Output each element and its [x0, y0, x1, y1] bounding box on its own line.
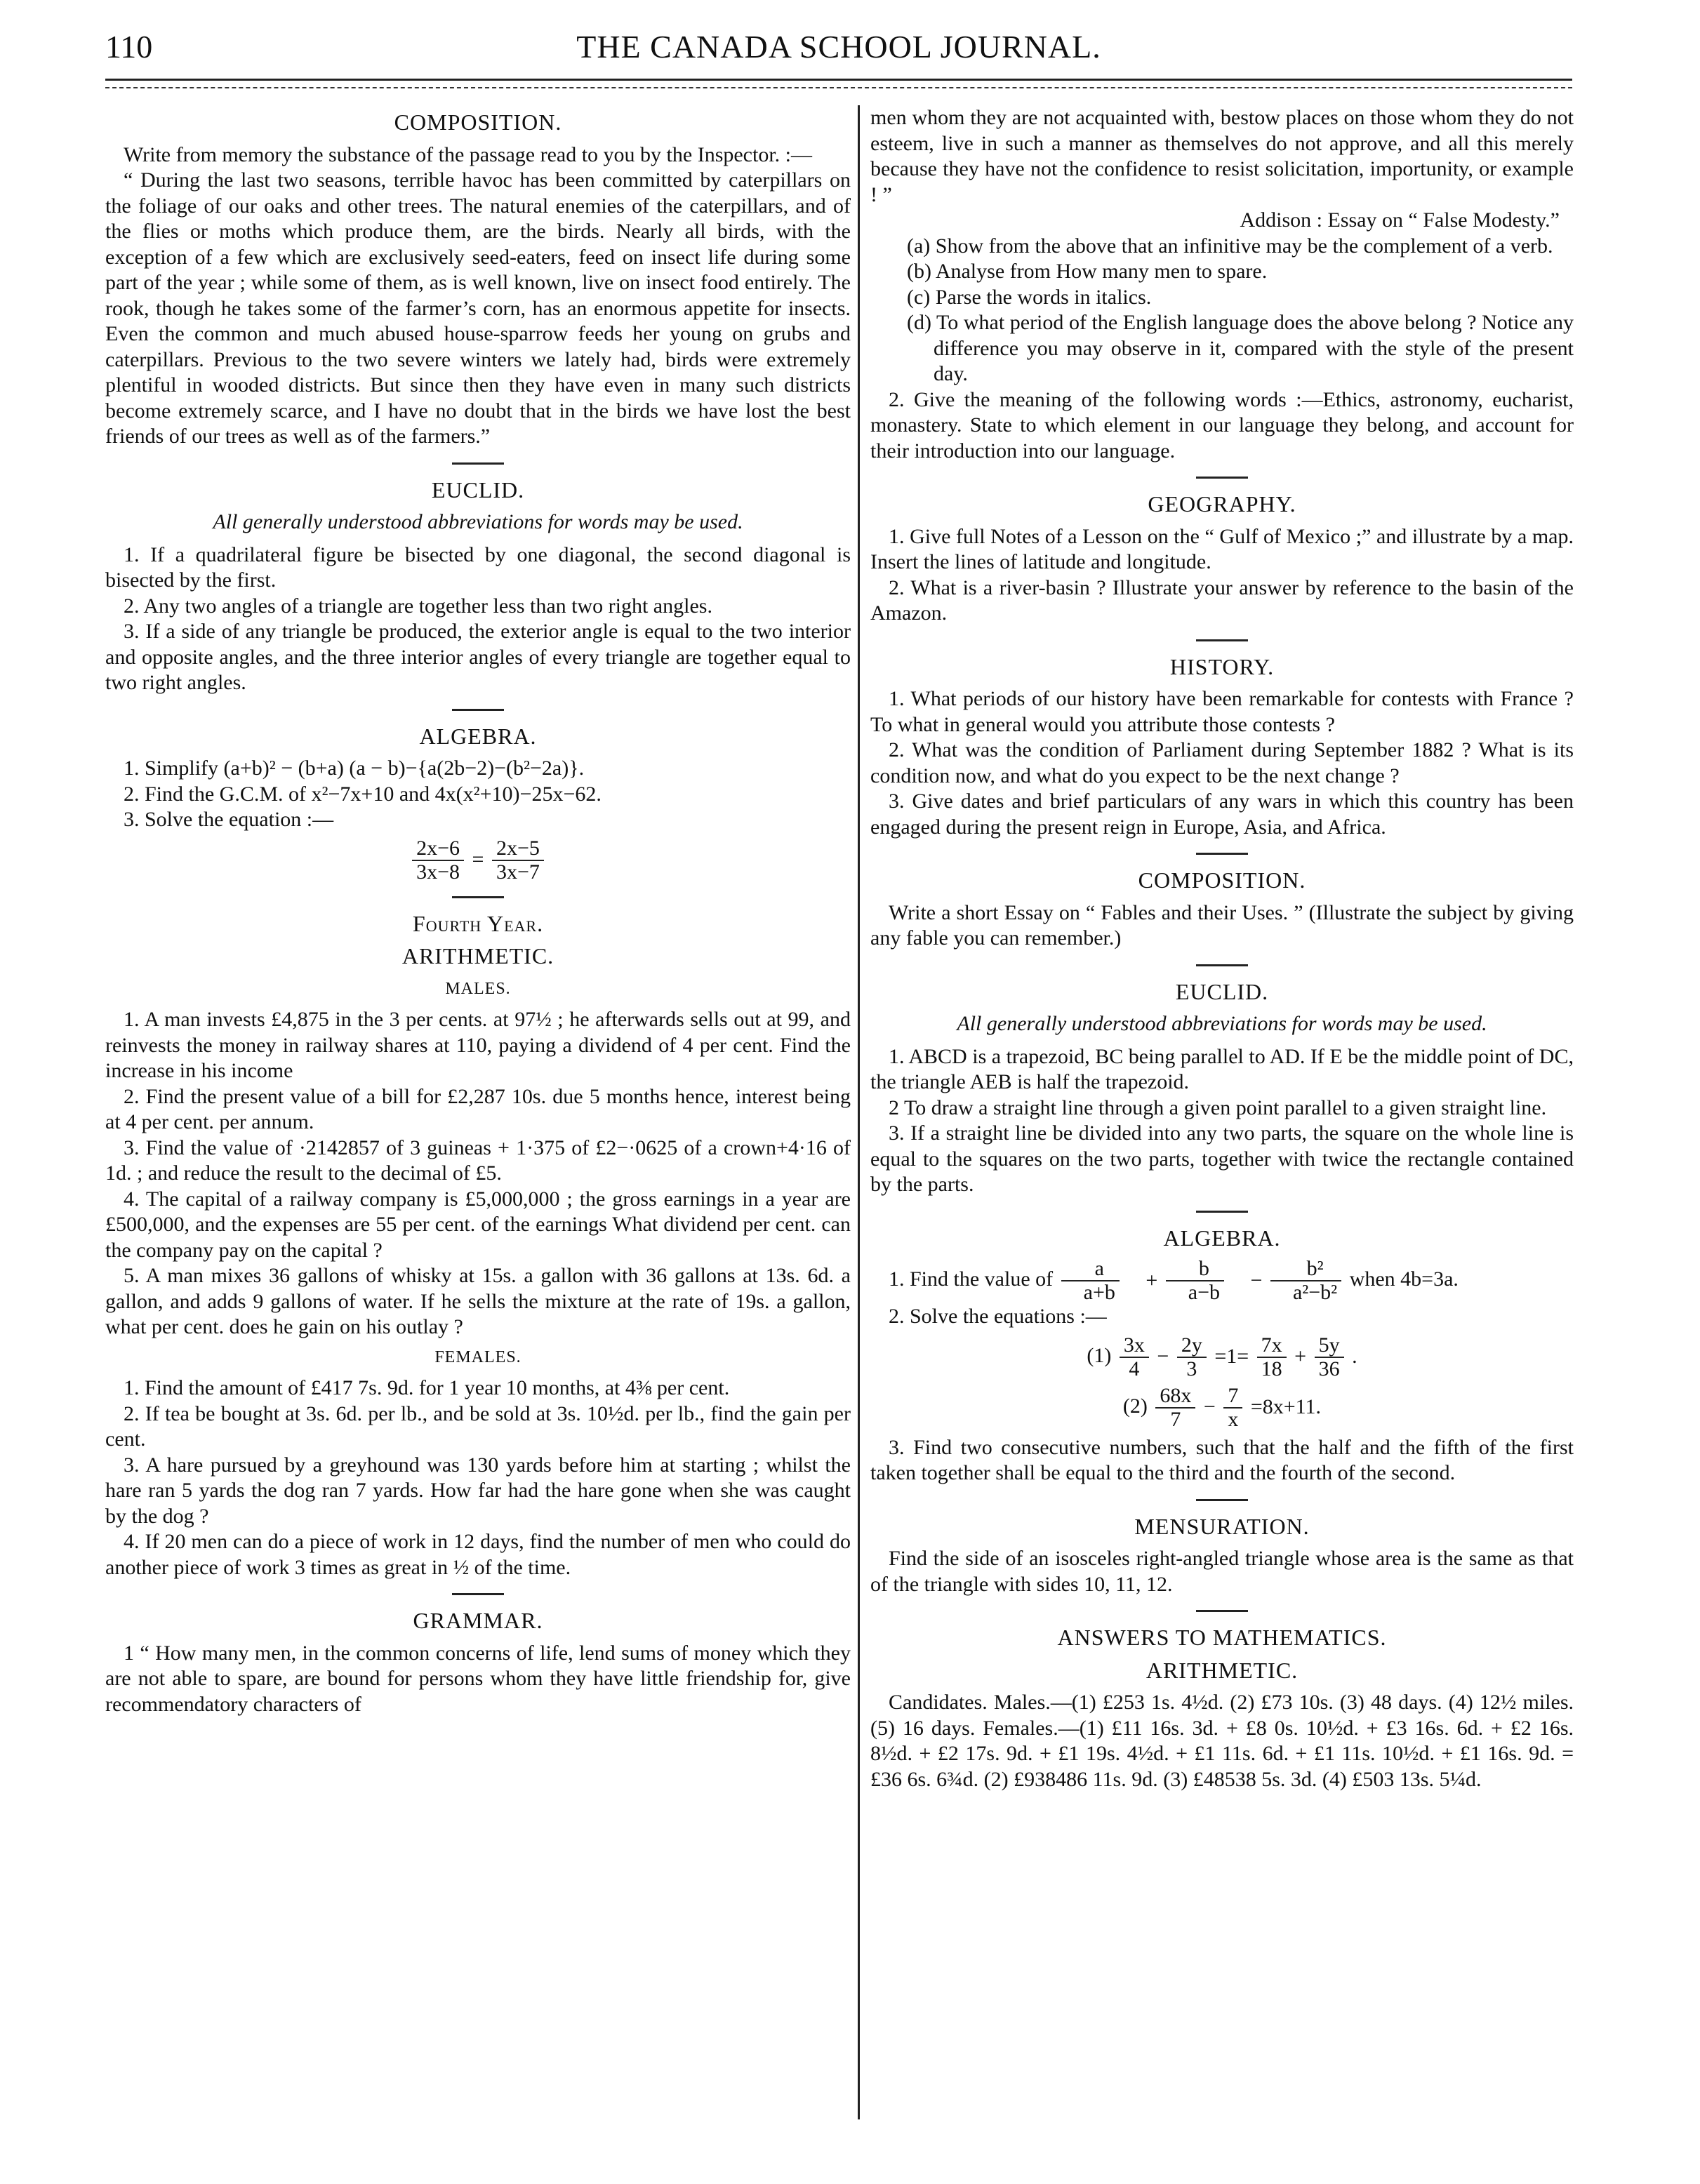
- right-column: [870, 105, 1574, 1792]
- males-question-2: 2. Find the present value of a bill for £2,287 10s. due 5 months hence, interest being at 4 per cent. per annum.: [105, 1084, 851, 1133]
- section-heading-composition-2: COMPOSITION.: [1138, 867, 1306, 893]
- euclid-note-2: All generally understood abbreviations for words may be used.: [957, 1012, 1487, 1035]
- journal-title: THE CANADA SCHOOL JOURNAL.: [576, 29, 1101, 65]
- fraction-denominator: 4: [1129, 1357, 1140, 1380]
- fraction-left: [412, 837, 464, 884]
- algebra2-question-2: 2. Solve the equations :—: [889, 1305, 1107, 1328]
- males-question-4: 4. The capital of a railway company is £5,000,000 ; the gross earnings in a year are £500,000, and the expenses are 55 per cent. of the earnings What dividend per cent. can the company pay on the capital ?: [105, 1187, 851, 1262]
- section-heading-grammar: GRAMMAR.: [413, 1608, 543, 1633]
- section-separator: [1196, 853, 1248, 855]
- minus-sign: −: [1203, 1395, 1216, 1419]
- section-separator: [1196, 964, 1248, 966]
- answers-subheading: ARITHMETIC.: [1145, 1657, 1299, 1683]
- fraction-denominator: 3: [1186, 1357, 1197, 1380]
- euclid-question-1: 1. If a quadrilateral figure be bisected by one diagonal, the second diagonal is bisected by the first.: [105, 542, 851, 592]
- algebra2-q1-suffix: when 4b=3a.: [1349, 1267, 1459, 1291]
- females-question-2: 2. If tea be bought at 3s. 6d. per lb., and be sold at 3s. 10½d. per lb., find the gain per cent.: [105, 1401, 851, 1451]
- algebra-question-1: 1. Simplify (a+b)² − (b+a) (a − b)−{a(2b−2)−(b²−2a)}.: [124, 757, 585, 780]
- grammar-subquestion-a: (a) Show from the above that an infinitive may be the complement of a verb.: [907, 234, 1553, 258]
- page-number: 110: [105, 29, 153, 65]
- masthead: [105, 25, 1572, 74]
- euclid2-question-1: 1. ABCD is a trapezoid, BC being parallel to AD. If E be the middle point of DC, the triangle AEB is half the trapezoid.: [870, 1044, 1574, 1093]
- mensuration-question: Find the side of an isosceles right-angled triangle whose area is the same as that of the triangle with sides 10, 11, 12.: [870, 1547, 1574, 1596]
- section-heading-euclid: EUCLID.: [431, 477, 525, 502]
- fourth-year-heading: Fourth Year.: [412, 910, 544, 936]
- equals-expression: =1=: [1214, 1345, 1249, 1369]
- section-separator: [452, 896, 504, 898]
- section-heading-algebra: ALGEBRA.: [419, 723, 537, 749]
- section-heading-history: HISTORY.: [1169, 653, 1275, 679]
- fraction-denominator: 36: [1318, 1357, 1340, 1380]
- section-separator: [1196, 1499, 1248, 1501]
- males-question-1: 1. A man invests £4,875 in the 3 per cents. at 97½ ; he afterwards sells out at 99, and reinvests the money in railway shares at 110, paying a dividend of 4 per cent. Find the increase in his income: [105, 1008, 851, 1082]
- section-heading-composition: COMPOSITION.: [394, 109, 562, 135]
- section-separator: [452, 1593, 504, 1595]
- fraction-denominator: 3x−7: [496, 860, 540, 884]
- equation-rhs: =8x+11.: [1250, 1395, 1322, 1419]
- algebra2-q1-prefix: 1. Find the value of: [889, 1267, 1054, 1291]
- composition-instruction: Write from memory the substance of the passage read to you by the Inspector. :—: [124, 142, 813, 166]
- history-question-2: 2. What was the condition of Parliament during September 1882 ? What is its condition now, and what do you expect to be the next change ?: [870, 738, 1574, 787]
- equation-label: (1): [1087, 1343, 1112, 1367]
- fraction-numerator: 2x−5: [492, 837, 544, 861]
- fraction-denominator: a²−b²: [1292, 1281, 1338, 1304]
- column-divider: [858, 105, 860, 2119]
- fraction-numerator: 68x: [1155, 1385, 1195, 1409]
- fraction-denominator: a+b: [1083, 1281, 1115, 1304]
- period: .: [1352, 1345, 1357, 1369]
- equation-1: [870, 1334, 1574, 1380]
- fraction-2: [1166, 1258, 1224, 1304]
- fraction-3: [1270, 1258, 1341, 1304]
- section-separator: [452, 462, 504, 465]
- fraction-numerator: 7: [1223, 1385, 1242, 1409]
- males-question-3: 3. Find the value of ·2142857 of 3 guineas + 1·375 of £2−·0625 of a crown+4·16 of 1d. ; and reduce the result to the decimal of £5.: [105, 1136, 851, 1185]
- algebra2-question-3: 3. Find two consecutive numbers, such that the half and the fifth of the first taken together shall be equal to the third and the fourth of the second.: [870, 1435, 1574, 1484]
- fraction-right: [492, 837, 544, 884]
- section-heading-algebra-2: ALGEBRA.: [1163, 1225, 1281, 1251]
- euclid-question-2: 2. Any two angles of a triangle are together less than two right angles.: [124, 594, 712, 618]
- fraction-denominator: 7: [1170, 1407, 1181, 1431]
- fraction-1: [1061, 1258, 1120, 1304]
- males-question-5: 5. A man mixes 36 gallons of whisky at 15s. a gallon with 36 gallons at 13s. 6d. a gallon, and adds 9 gallons of water. If he sells the mixture at the rate of 19s. a gallon, what per cent. does he gain on his outlay ?: [105, 1264, 851, 1338]
- section-heading-arithmetic: ARITHMETIC.: [401, 943, 555, 968]
- equals-sign: =: [472, 848, 484, 872]
- fraction-denominator: a−b: [1188, 1281, 1221, 1304]
- equation-label: (2): [1122, 1394, 1148, 1418]
- header-rule: [105, 79, 1572, 81]
- females-question-4: 4. If 20 men can do a piece of work in 12 days, find the number of men who could do another piece of work 3 times as great in ½ of the time.: [105, 1530, 851, 1579]
- section-separator: [1196, 1610, 1248, 1612]
- section-heading-mensuration: MENSURATION.: [1134, 1513, 1310, 1539]
- females-label: FEMALES.: [434, 1347, 522, 1366]
- section-separator: [1196, 639, 1248, 641]
- fraction: [1223, 1385, 1242, 1431]
- grammar-subquestion-d: (d) To what period of the English language does the above belong ? Notice any difference you may observe in it, compared with the style of the present day.: [907, 311, 1574, 385]
- euclid2-question-2: 2 To draw a straight line through a given point parallel to a given straight line.: [889, 1096, 1547, 1119]
- fraction: [1177, 1334, 1207, 1380]
- history-question-3: 3. Give dates and brief particulars of any wars in which this country has been engaged during the present reign in Europe, Asia, and Africa.: [870, 790, 1574, 839]
- minus-sign: −: [1250, 1268, 1263, 1292]
- euclid-note: All generally understood abbreviations for words may be used.: [213, 510, 743, 533]
- section-separator: [1196, 477, 1248, 479]
- history-question-1: 1. What periods of our history have been remarkable for contests with France ? To what in general would you attribute those contests ?: [870, 687, 1574, 736]
- header-rule-dashed: [105, 87, 1572, 88]
- fraction-numerator: 7x: [1257, 1334, 1287, 1358]
- composition-essay: Write a short Essay on “ Fables and their Uses. ” (Illustrate the subject by giving any fable you can remember.): [870, 900, 1574, 950]
- fraction-numerator: b²: [1270, 1258, 1341, 1281]
- females-question-1: 1. Find the amount of £417 7s. 9d. for 1 year 10 months, at 4⅜ per cent.: [124, 1376, 730, 1399]
- answers-text: Candidates. Males.—(1) £253 1s. 4½d. (2) £73 10s. (3) 48 days. (4) 12½ miles. (5) 16 days. Females.—(1) £11 16s. 3d. + £8 0s. 10½d. + £3 16s. 6d. + £2 16s. 8½d. + £2 17s. 9d. + £1 19s. 4½d. + £1 11s. 6d. + £1 11s. 10½d. + £1 16s. 9d. = £36 6s. 6¾d. (2) £938486 11s. 9d. (3) £48538 5s. 3d. (4) £503 13s. 5¼d.: [870, 1691, 1574, 1791]
- section-separator: [1196, 1211, 1248, 1213]
- grammar-subquestion-c: (c) Parse the words in italics.: [907, 285, 1152, 309]
- fraction-numerator: 3x: [1120, 1334, 1149, 1358]
- section-separator: [452, 709, 504, 711]
- females-question-3: 3. A hare pursued by a greyhound was 130 yards before him at starting ; whilst the hare ran 5 yards the dog ran 7 yards. How far had the hare gone when she was caught by the dog ?: [105, 1453, 851, 1528]
- fraction-numerator: b: [1166, 1258, 1224, 1281]
- answers-heading: ANSWERS TO MATHEMATICS.: [1057, 1625, 1387, 1650]
- fraction-numerator: a: [1061, 1258, 1120, 1281]
- fraction: [1155, 1385, 1195, 1431]
- fraction-denominator: x: [1228, 1407, 1239, 1431]
- fraction-denominator: 18: [1261, 1357, 1282, 1380]
- algebra-question-3: 3. Solve the equation :—: [124, 808, 334, 831]
- left-column: [105, 105, 851, 1717]
- section-heading-euclid-2: EUCLID.: [1175, 978, 1269, 1004]
- composition-passage: “ During the last two seasons, terrible havoc has been committed by caterpillars on the foliage of our oaks and other trees. The natural enemies of the caterpillars, and of the flies or moths which produce them, are the birds. Nearly all birds, with the exception of a few which are exclusively seed-eaters, feed on insect life during some part of the year ; while some of them, as is well known, live on insect food entirely. The rook, though he takes some of the farmer’s corn, has an enormous appetite for insects. Even the common and much abused house-sparrow feeds her young on grubs and caterpillars. Previous to the two severe winters we lately had, birds were extremely plentiful in wooded districts. But since then they have even in many such districts become extremely scarce, and I have no doubt that in the birds we have lost the best friends of our trees as well as of the farmers.”: [105, 168, 851, 448]
- algebra-question-2: 2. Find the G.C.M. of x²−7x+10 and 4x(x²+10)−25x−62.: [124, 782, 602, 806]
- euclid2-question-3: 3. If a straight line be divided into any two parts, the square on the whole line is equal to the squares on the two parts, together with twice the rectangle contained by the parts.: [870, 1121, 1574, 1196]
- fraction-numerator: 5y: [1315, 1334, 1344, 1358]
- males-label: MALES.: [445, 979, 511, 998]
- fraction: [1315, 1334, 1344, 1380]
- geography-question-2: 2. What is a river-basin ? Illustrate your answer by reference to the basin of the Amazon.: [870, 575, 1574, 625]
- plus-sign: +: [1145, 1268, 1158, 1292]
- fraction-numerator: 2x−6: [412, 837, 464, 861]
- plus-sign: +: [1294, 1345, 1307, 1369]
- fraction-numerator: 2y: [1177, 1334, 1207, 1358]
- fraction-denominator: 3x−8: [416, 860, 460, 884]
- equation-2: [870, 1385, 1574, 1431]
- geography-question-1: 1. Give full Notes of a Lesson on the “ Gulf of Mexico ;” and illustrate by a map. Insert the lines of latitude and longitude.: [870, 524, 1574, 573]
- minus-sign: −: [1157, 1345, 1169, 1369]
- grammar-attribution: Addison : Essay on “ False Modesty.”: [1240, 208, 1560, 232]
- grammar-subquestion-b: (b) Analyse from How many men to spare.: [907, 260, 1268, 283]
- euclid-question-3: 3. If a side of any triangle be produced, the exterior angle is equal to the two interior and opposite angles, and the three interior angles of every triangle are together equal to two right angles.: [105, 620, 851, 694]
- algebra-equation: [105, 837, 851, 884]
- grammar-question-2: 2. Give the meaning of the following words :—Ethics, astronomy, eucharist, monastery. State to which element in our language they belong, and account for their introduction into our language.: [870, 387, 1574, 462]
- section-heading-geography: GEOGRAPHY.: [1148, 491, 1296, 517]
- fraction: [1257, 1334, 1287, 1380]
- algebra2-question-1: [870, 1258, 1574, 1304]
- grammar-passage-continued: men whom they are not acquainted with, bestow places on those whom they do not esteem, live in such a manner as themselves do not approve, and all this merely because they have not the confidence to resist solicitation, importunity, or example ! ”: [870, 106, 1574, 206]
- fraction: [1120, 1334, 1149, 1380]
- grammar-question-1: 1 “ How many men, in the common concerns of life, lend sums of money which they are not able to spare, are bound for persons whom they have little friendship for, give recommendatory characters of: [105, 1641, 851, 1716]
